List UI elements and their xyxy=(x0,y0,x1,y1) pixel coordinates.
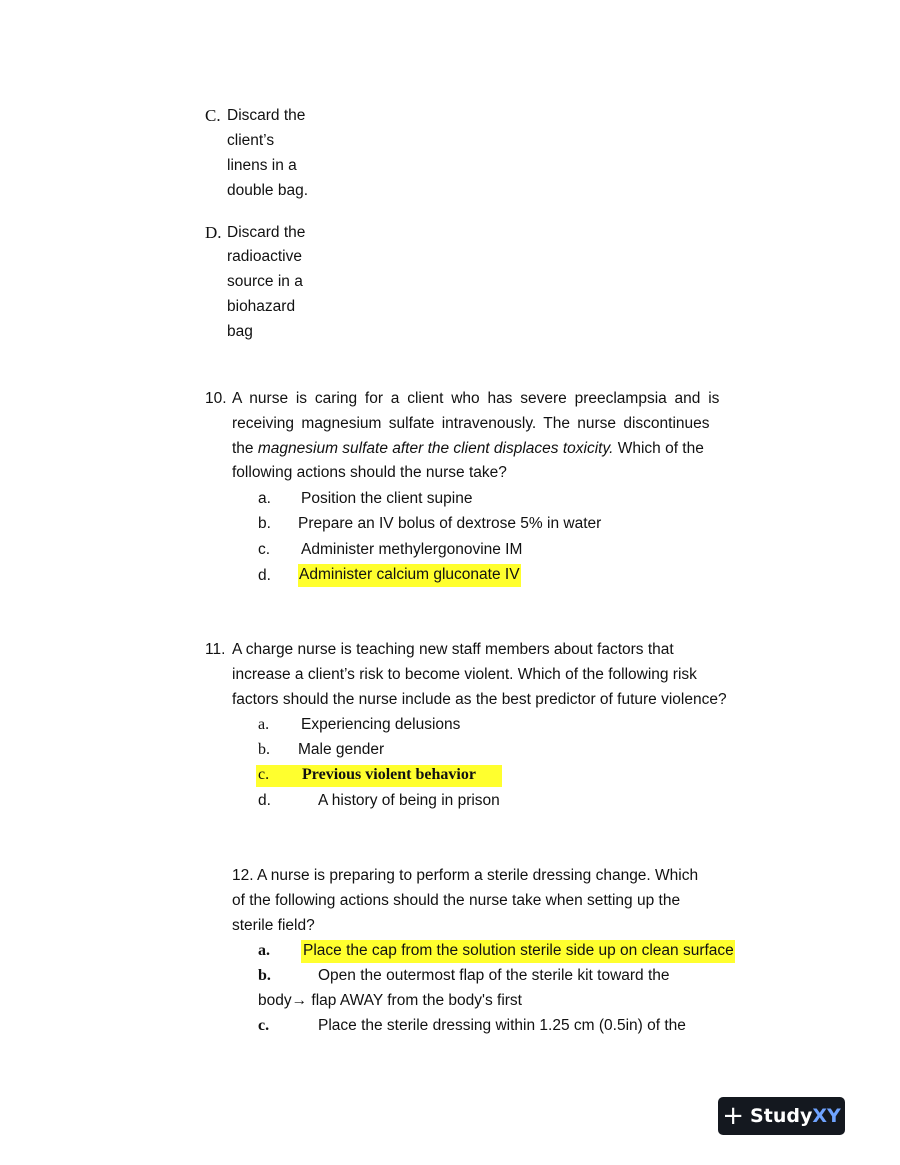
text-plain: Which of the xyxy=(613,440,704,457)
option-text-highlighted: Administer calcium gluconate IV xyxy=(298,564,521,587)
option-text-line: biohazard xyxy=(227,298,296,315)
logo-text-study: Study xyxy=(750,1105,813,1127)
logo-text-xy: XY xyxy=(812,1105,841,1127)
option-letter: b. xyxy=(258,741,270,758)
option-letter: c. xyxy=(258,541,271,558)
option-text-highlighted: Previous violent behavior xyxy=(302,766,476,783)
text-plain: the xyxy=(232,440,258,457)
option-text-highlighted: Place the cap from the solution sterile side up on clean surface xyxy=(301,940,735,963)
option-text: Experiencing delusions xyxy=(301,716,461,733)
question-text-line: following actions should the nurse take? xyxy=(232,464,507,481)
option-letter: c. xyxy=(258,766,270,783)
text-italic: magnesium sulfate after the client displaces toxicity. xyxy=(257,440,614,457)
option-text: Place the sterile dressing within 1.25 cm (0.5in) of the xyxy=(318,1017,686,1034)
option-text: Male gender xyxy=(298,741,385,758)
option-text-line: Discard the xyxy=(227,107,306,124)
option-letter: a. xyxy=(258,716,270,733)
option-letter: a. xyxy=(258,490,271,507)
option-text: Position the client supine xyxy=(301,490,473,507)
question-text-line: of the following actions should the nurse take when setting up the xyxy=(232,892,681,909)
question-text-line: 12. A nurse is preparing to perform a sterile dressing change. Which xyxy=(232,867,699,884)
option-text-line: Discard the xyxy=(227,224,306,241)
question-text-line: sterile field? xyxy=(232,917,315,934)
option-letter: d. xyxy=(258,792,271,809)
option-text-line: radioactive xyxy=(227,248,302,265)
option-text: A history of being in prison xyxy=(318,792,500,809)
option-letter: c. xyxy=(258,1017,270,1034)
option-text-line: client’s xyxy=(227,132,275,149)
question-number: 10. xyxy=(205,390,227,407)
option-text-continuation: body→ flap AWAY from the body's first xyxy=(258,992,522,1009)
option-text-line: linens in a xyxy=(227,157,297,174)
question-text-line: factors should the nurse include as the best predictor of future violence? xyxy=(232,691,727,708)
plus-icon: + xyxy=(722,1101,745,1131)
question-text-line: increase a client’s risk to become violent. Which of the following risk xyxy=(232,666,697,683)
question-text-line: A charge nurse is teaching new staff members about factors that xyxy=(232,641,674,658)
option-text: Prepare an IV bolus of dextrose 5% in water xyxy=(298,515,602,532)
option-letter: C. xyxy=(205,106,221,125)
option-text-line: double bag. xyxy=(227,182,309,199)
option-text: Open the outermost flap of the sterile kit toward the xyxy=(318,967,670,984)
option-letter: d. xyxy=(258,567,271,584)
question-text-line xyxy=(232,440,704,458)
question-text-line: receiving magnesium sulfate intravenously. The nurse discontinues xyxy=(232,415,710,432)
question-number: 11. xyxy=(205,641,226,658)
option-letter: D. xyxy=(205,223,222,242)
option-text: Administer methylergonovine IM xyxy=(301,541,523,558)
option-letter: a. xyxy=(258,942,270,959)
option-letter: b. xyxy=(258,967,271,984)
studyxy-logo xyxy=(718,1097,845,1135)
option-text-line: bag xyxy=(227,323,253,340)
option-letter: b. xyxy=(258,515,271,532)
question-text-line: A nurse is caring for a client who has severe preeclampsia and is xyxy=(232,390,720,407)
option-text-line: source in a xyxy=(227,273,303,290)
